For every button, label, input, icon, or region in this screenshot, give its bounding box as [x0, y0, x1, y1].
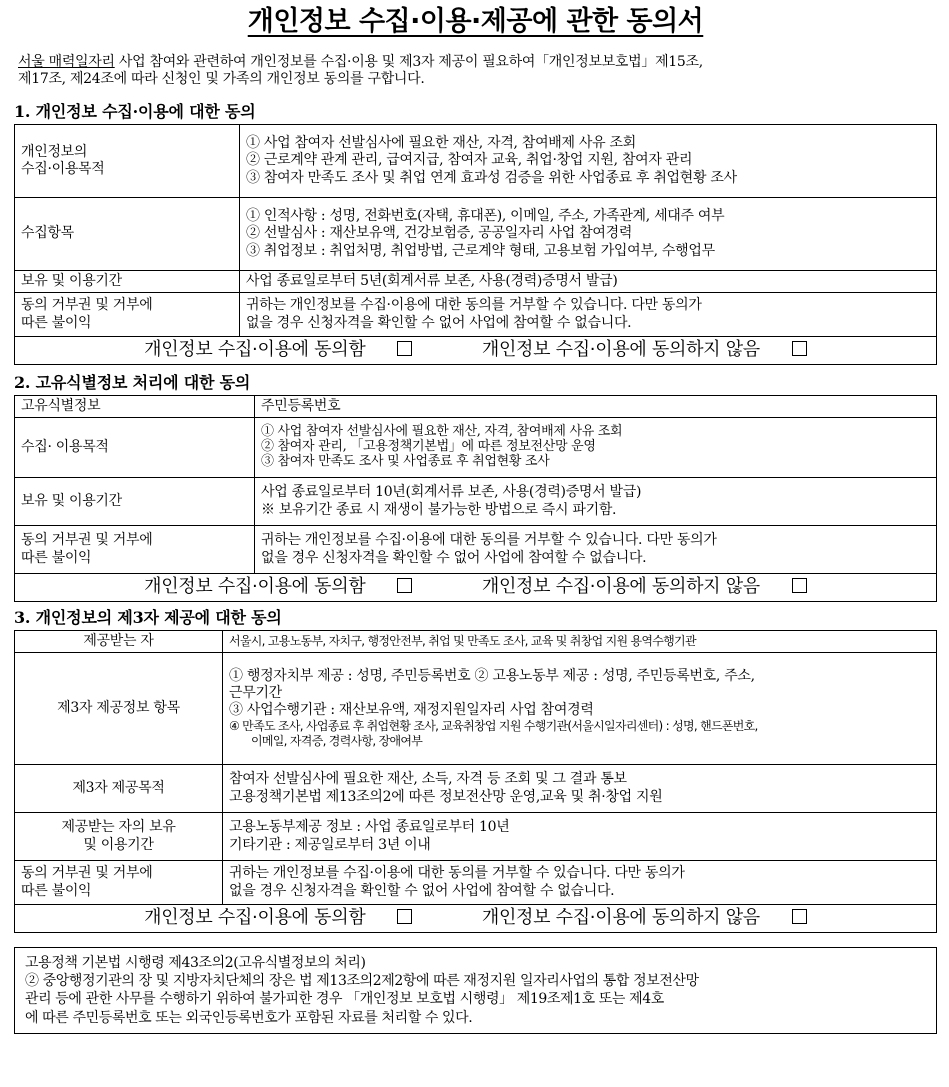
s1-consent-row: 개인정보 수집·이용에 동의함 개인정보 수집·이용에 동의하지 않음 — [14, 337, 937, 365]
s3-purpose-label: 제3자 제공목적 — [15, 765, 223, 813]
section-3 — [14, 630, 937, 933]
page-title: 개인정보 수집·이용·제공에 관한 동의서 — [247, 6, 704, 37]
legal-note-box — [14, 947, 937, 1034]
s2-consent-row: 개인정보 수집·이용에 동의함 개인정보 수집·이용에 동의하지 않음 — [14, 574, 937, 602]
s1-purpose-value: ① 사업 참여자 선발심사에 필요한 재산, 자격, 참여배제 사유 조회 ② 근로계약 관계 관리, 급여지급, 참여자 교육, 취업·창업 지원, 참여자 관리 ③ 참여자 만족도 조사 및 취업 연계 효과성 검증을 위한 사업종료 후 취업현황 조사 — [240, 125, 937, 198]
s1-items-value: ① 인적사항 : 성명, 전화번호(자택, 휴대폰), 이메일, 주소, 가족관계, 세대주 여부 ② 선발심사 : 재산보유액, 건강보험증, 공공일자리 사업 참여경력 ③ 취업정보 : 취업처명, 취업방법, 근로계약 형태, 고용보험 가입여부, 수행업무 — [240, 198, 937, 271]
s2-purpose-value: ① 사업 참여자 선발심사에 필요한 재산, 자격, 참여배제 사유 조회 ② 참여자 관리, 「고용정책기본법」에 따른 정보전산망 운영 ③ 참여자 만족도 조사 및 사업종료 후 취업현황 조사 — [255, 418, 937, 478]
s3-period-value: 고용노동부제공 정보 : 사업 종료일로부터 10년 기타기관 : 제공일로부터 3년 이내 — [223, 813, 937, 861]
legal-note-title: 고용정책 기본법 시행령 제43조의2(고유식별정보의 처리) — [25, 955, 366, 971]
s2-refusal-label: 동의 거부권 및 거부에 따른 불이익 — [15, 526, 255, 574]
s3-recipient-label: 제공받는 자 — [15, 631, 223, 653]
s1-period-label: 보유 및 이용기간 — [15, 271, 240, 293]
s3-consent-row: 개인정보 수집·이용에 동의함 개인정보 수집·이용에 동의하지 않음 — [14, 905, 937, 933]
s3-items-label: 제3자 제공정보 항목 — [15, 653, 223, 765]
s3-refusal-label: 동의 거부권 및 거부에 따른 불이익 — [15, 861, 223, 905]
s2-agree-checkbox[interactable] — [397, 578, 412, 593]
s2-period-value: 사업 종료일로부터 10년(회계서류 보존, 사용(경력)증명서 발급) ※ 보유기간 종료 시 재생이 불가능한 방법으로 즉시 파기함. — [255, 478, 937, 526]
s2-id-value: 주민등록번호 — [255, 396, 937, 418]
s3-purpose-value: 참여자 선발심사에 필요한 재산, 소득, 자격 등 조회 및 그 결과 통보 고용정책기본법 제13조의2에 따른 정보전산망 운영,교육 및 취·창업 지원 — [223, 765, 937, 813]
s3-disagree-checkbox[interactable] — [792, 909, 807, 924]
intro-paragraph: 서울 매력일자리 사업 참여와 관련하여 개인정보를 수집·이용 및 제3자 제공이 필요하여「개인정보보호법」제15조, 제17조, 제24조에 따라 신청인 및 가족의 개인정보 동의를 구합니다. — [18, 54, 703, 88]
legal-note-body: ② 중앙행정기관의 장 및 지방자치단체의 장은 법 제13조의2제2항에 따른 재정지원 일자리사업의 통합 정보전산망 관리 등에 관한 사무를 수행하기 위하여 불가피한 경우 「개인정보 보호법 시행령」 제19조제1호 또는 제4호 에 따른 주민등록번호 또는 외국인등록번호가 포함된 자료를 처리할 수 있다. — [25, 973, 699, 1026]
program-name: 서울 매력일자리 — [18, 54, 115, 70]
section-2 — [14, 395, 937, 602]
s1-refusal-label: 동의 거부권 및 거부에 따른 불이익 — [15, 293, 240, 337]
s3-items-value: ① 행정자치부 제공 : 성명, 주민등록번호 ② 고용노동부 제공 : 성명, 주민등록번호, 주소, 근무기간 ③ 사업수행기관 : 재산보유액, 재정지원일자리 사업 참여경력 ④ 만족도 조사, 사업종료 후 취업현황 조사, 교육취창업 지원 수행기관(서울시일자리센터) : 성명, 핸드폰번호, 이메일, 자격증, 경력사항, 장애여부 — [223, 653, 937, 765]
s1-refusal-value: 귀하는 개인정보를 수집·이용에 대한 동의를 거부할 수 있습니다. 다만 동의가 없을 경우 신청자격을 확인할 수 없어 사업에 참여할 수 없습니다. — [240, 293, 937, 337]
s2-disagree-checkbox[interactable] — [792, 578, 807, 593]
s2-period-label: 보유 및 이용기간 — [15, 478, 255, 526]
s1-items-label: 수집항목 — [15, 198, 240, 271]
section-1-heading: 1. 개인정보 수집·이용에 대한 동의 — [14, 102, 256, 121]
s1-agree-checkbox[interactable] — [397, 341, 412, 356]
s1-purpose-label: 개인정보의 수집·이용목적 — [15, 125, 240, 198]
s3-recipient-value: 서울시, 고용노동부, 자치구, 행정안전부, 취업 및 만족도 조사, 교육 및 취창업 지원 용역수행기관 — [223, 631, 937, 653]
section-3-heading: 3. 개인정보의 제3자 제공에 대한 동의 — [14, 608, 282, 627]
section-1 — [14, 124, 937, 365]
s2-id-label: 고유식별정보 — [15, 396, 255, 418]
s1-period-value: 사업 종료일로부터 5년(회계서류 보존, 사용(경력)증명서 발급) — [240, 271, 937, 293]
section-2-heading: 2. 고유식별정보 처리에 대한 동의 — [14, 373, 251, 392]
s3-period-label: 제공받는 자의 보유 및 이용기간 — [15, 813, 223, 861]
s2-refusal-value: 귀하는 개인정보를 수집·이용에 대한 동의를 거부할 수 있습니다. 다만 동의가 없을 경우 신청자격을 확인할 수 없어 사업에 참여할 수 없습니다. — [255, 526, 937, 574]
s3-agree-checkbox[interactable] — [397, 909, 412, 924]
s2-purpose-label: 수집· 이용목적 — [15, 418, 255, 478]
s3-refusal-value: 귀하는 개인정보를 수집·이용에 대한 동의를 거부할 수 있습니다. 다만 동의가 없을 경우 신청자격을 확인할 수 없어 사업에 참여할 수 없습니다. — [223, 861, 937, 905]
s1-disagree-checkbox[interactable] — [792, 341, 807, 356]
